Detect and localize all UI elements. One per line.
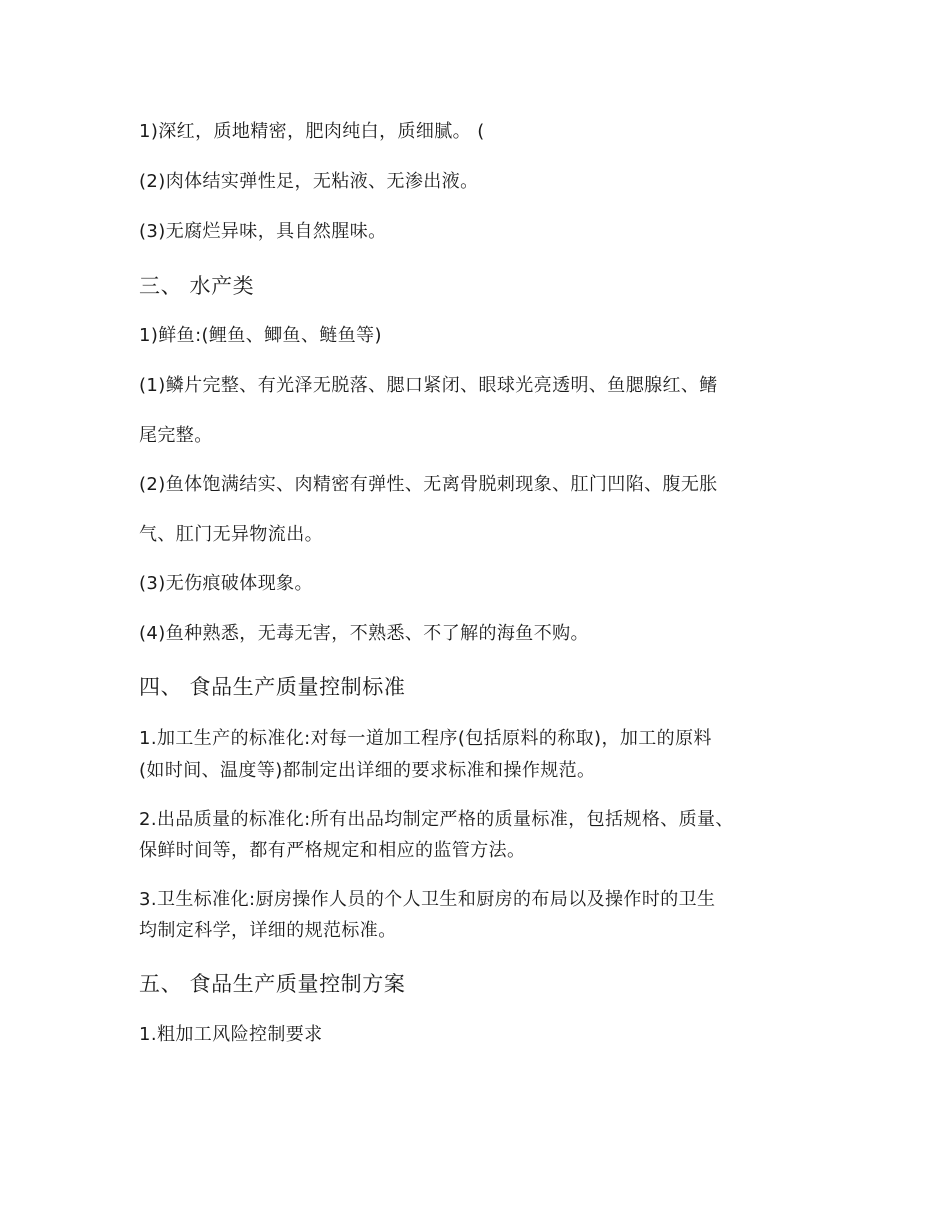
standard-item-1-line-2: (如时间、温度等)都制定出详细的要求标准和操作规范。 [139,760,596,781]
fish-quality-item-3: (3)无伤痕破体现象。 [139,573,313,594]
fish-quality-item-1-line-2: 尾完整。 [139,425,213,446]
standard-item-1-line-1: 1.加工生产的标准化:对每一道加工程序(包括原料的称取)，加工的原料 [139,728,712,749]
meat-quality-item-1: 1)深红，质地精密，肥肉纯白，质细腻。 ( [139,121,485,142]
fish-quality-item-1-line-1: (1)鳞片完整、有光泽无脱落、腮口紧闭、眼球光亮透明、鱼腮腺红、鳍 [139,375,718,396]
fresh-fish-subheading: 1)鲜鱼:(鲤鱼、鲫鱼、鲢鱼等) [139,325,382,346]
meat-quality-item-3: (3)无腐烂异味，具自然腥味。 [139,221,387,242]
standard-item-3-line-2: 均制定科学，详细的规范标准。 [139,920,397,941]
fish-quality-item-2-line-2: 气、肛门无异物流出。 [139,524,323,545]
standard-item-3-line-1: 3.卫生标准化:厨房操作人员的个人卫生和厨房的布局以及操作时的卫生 [139,889,716,910]
fish-quality-item-4: (4)鱼种熟悉，无毒无害，不熟悉、不了解的海鱼不购。 [139,623,589,644]
meat-quality-item-2: (2)肉体结实弹性足，无粘液、无渗出液。 [139,171,479,192]
fish-quality-item-2-line-1: (2)鱼体饱满结实、肉精密有弹性、无离骨脱刺现象、肛门凹陷、腹无胀 [139,474,718,495]
section-heading-aquatic: 三、 水产类 [139,274,255,298]
section-heading-quality-plan: 五、 食品生产质量控制方案 [139,972,406,996]
standard-item-2-line-1: 2.出品质量的标准化:所有出品均制定严格的质量标准，包括规格、质量、 [139,809,734,830]
plan-item-1: 1.粗加工风险控制要求 [139,1024,323,1045]
section-heading-quality-standards: 四、 食品生产质量控制标准 [139,675,406,699]
standard-item-2-line-2: 保鲜时间等，都有严格规定和相应的监管方法。 [139,840,526,861]
